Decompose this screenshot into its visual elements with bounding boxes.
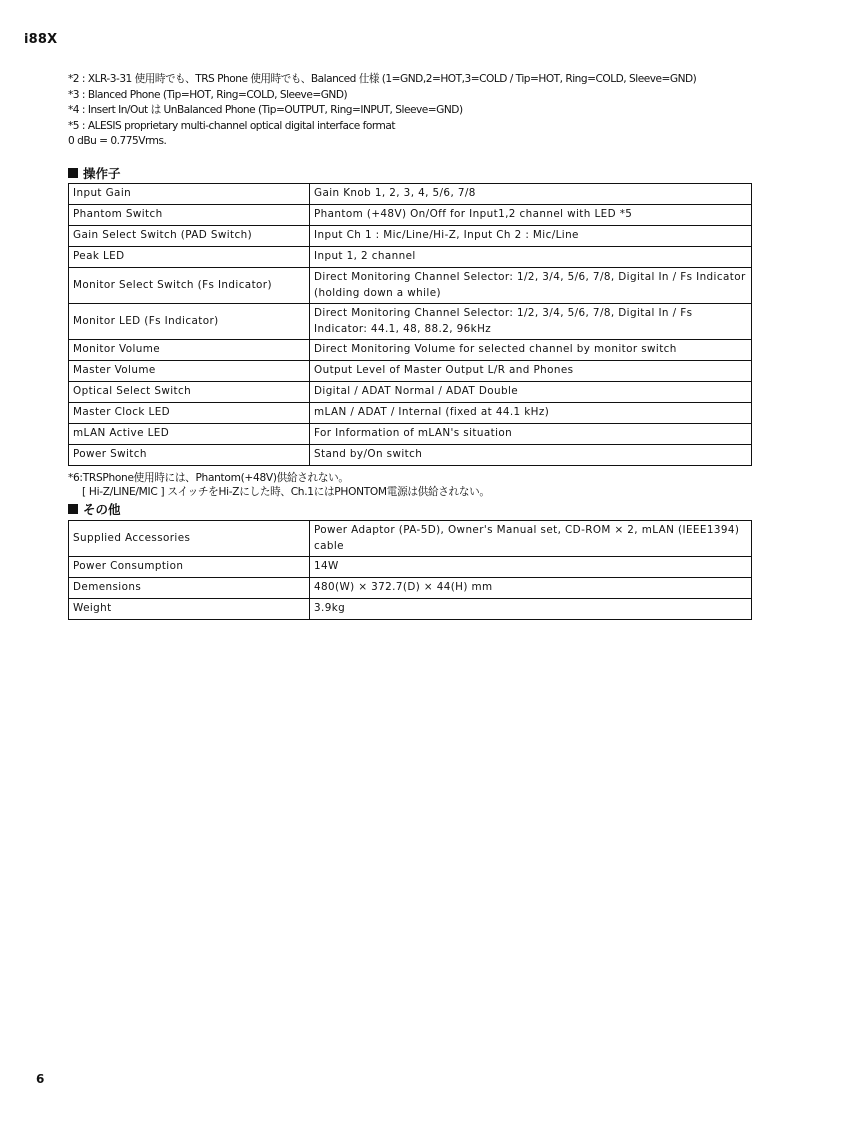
controls-table: [68, 183, 752, 466]
spec-value: Power Adaptor (PA-5D), Owner's Manual set, CD-ROM × 2, mLAN (IEEE1394) cable: [310, 521, 752, 557]
table-row: [69, 247, 752, 268]
spec-value: Gain Knob 1, 2, 3, 4, 5/6, 7/8: [310, 184, 752, 205]
note-4: *4 : Insert In/Out は UnBalanced Phone (Tip=OUTPUT, Ring=INPUT, Sleeve=GND): [68, 104, 463, 117]
spec-value: 480(W) × 372.7(D) × 44(H) mm: [310, 578, 752, 599]
table-row: [69, 304, 752, 340]
spec-value: Phantom (+48V) On/Off for Input1,2 channel with LED *5: [310, 205, 752, 226]
spec-label: Monitor LED (Fs Indicator): [69, 304, 310, 340]
table-row: [69, 521, 752, 557]
table-row: [69, 578, 752, 599]
table-row: [69, 382, 752, 403]
controls-heading-text: 操作子: [83, 166, 121, 181]
phantom-footnote: [68, 471, 490, 499]
table-row: [69, 403, 752, 424]
table-row: [69, 557, 752, 578]
note-dbu: 0 dBu = 0.775Vrms.: [68, 135, 167, 148]
spec-value: Digital / ADAT Normal / ADAT Double: [310, 382, 752, 403]
note-5: *5 : ALESIS proprietary multi-channel optical digital interface format: [68, 119, 395, 132]
page-number: 6: [36, 1072, 45, 1086]
spec-label: Power Consumption: [69, 557, 310, 578]
spec-label: Master Volume: [69, 361, 310, 382]
footnote-hiz: [ Hi-Z/LINE/MIC ] スイッチをHi-Zにした時、Ch.1にはPHONTOM電源は供給されない。: [82, 486, 490, 498]
note-2: *2 : XLR-3-31 使用時でも、TRS Phone 使用時でも、Balanced 仕様 (1=GND,2=HOT,3=COLD / Tip=HOT, Ring=COLD, Sleeve=GND): [68, 73, 697, 85]
model-name: i88X: [24, 32, 58, 47]
square-bullet-icon: [68, 504, 78, 514]
spec-label: Phantom Switch: [69, 205, 310, 226]
table-row: [69, 445, 752, 466]
spec-label: Master Clock LED: [69, 403, 310, 424]
spec-value: Direct Monitoring Channel Selector: 1/2, 3/4, 5/6, 7/8, Digital In / Fs Indicator (holding down a while): [310, 268, 752, 304]
spec-label: Peak LED: [69, 247, 310, 268]
spec-value: Direct Monitoring Volume for selected channel by monitor switch: [310, 340, 752, 361]
table-row: [69, 599, 752, 620]
table-row: [69, 424, 752, 445]
spec-label: mLAN Active LED: [69, 424, 310, 445]
table-row: [69, 205, 752, 226]
others-table: [68, 520, 752, 620]
spec-value: Input Ch 1 : Mic/Line/Hi-Z, Input Ch 2 : Mic/Line: [310, 226, 752, 247]
spec-label: Optical Select Switch: [69, 382, 310, 403]
note-3: *3 : Blanced Phone (Tip=HOT, Ring=COLD, Sleeve=GND): [68, 88, 348, 101]
controls-heading: [68, 164, 121, 182]
others-heading-text: その他: [83, 502, 121, 517]
table-row: [69, 340, 752, 361]
spec-value: Input 1, 2 channel: [310, 247, 752, 268]
table-row: [69, 361, 752, 382]
spec-value: For Information of mLAN's situation: [310, 424, 752, 445]
spec-label: Power Switch: [69, 445, 310, 466]
spec-label: Monitor Select Switch (Fs Indicator): [69, 268, 310, 304]
spec-label: Input Gain: [69, 184, 310, 205]
others-heading: [68, 500, 121, 518]
square-bullet-icon: [68, 168, 78, 178]
spec-label: Gain Select Switch (PAD Switch): [69, 226, 310, 247]
spec-label: Weight: [69, 599, 310, 620]
footnote-6: *6:TRSPhone使用時には、Phantom(+48V)供給されない。: [68, 472, 349, 484]
spec-value: Direct Monitoring Channel Selector: 1/2, 3/4, 5/6, 7/8, Digital In / Fs Indicator: 44.1, 48, 88.2, 96kHz: [310, 304, 752, 340]
table-row: [69, 268, 752, 304]
spec-value: mLAN / ADAT / Internal (fixed at 44.1 kHz): [310, 403, 752, 424]
table-row: [69, 184, 752, 205]
spec-value: 14W: [310, 557, 752, 578]
spec-label: Demensions: [69, 578, 310, 599]
spec-notes: [68, 72, 768, 150]
spec-value: Output Level of Master Output L/R and Phones: [310, 361, 752, 382]
spec-label: Supplied Accessories: [69, 521, 310, 557]
spec-label: Monitor Volume: [69, 340, 310, 361]
spec-value: 3.9kg: [310, 599, 752, 620]
spec-value: Stand by/On switch: [310, 445, 752, 466]
table-row: [69, 226, 752, 247]
